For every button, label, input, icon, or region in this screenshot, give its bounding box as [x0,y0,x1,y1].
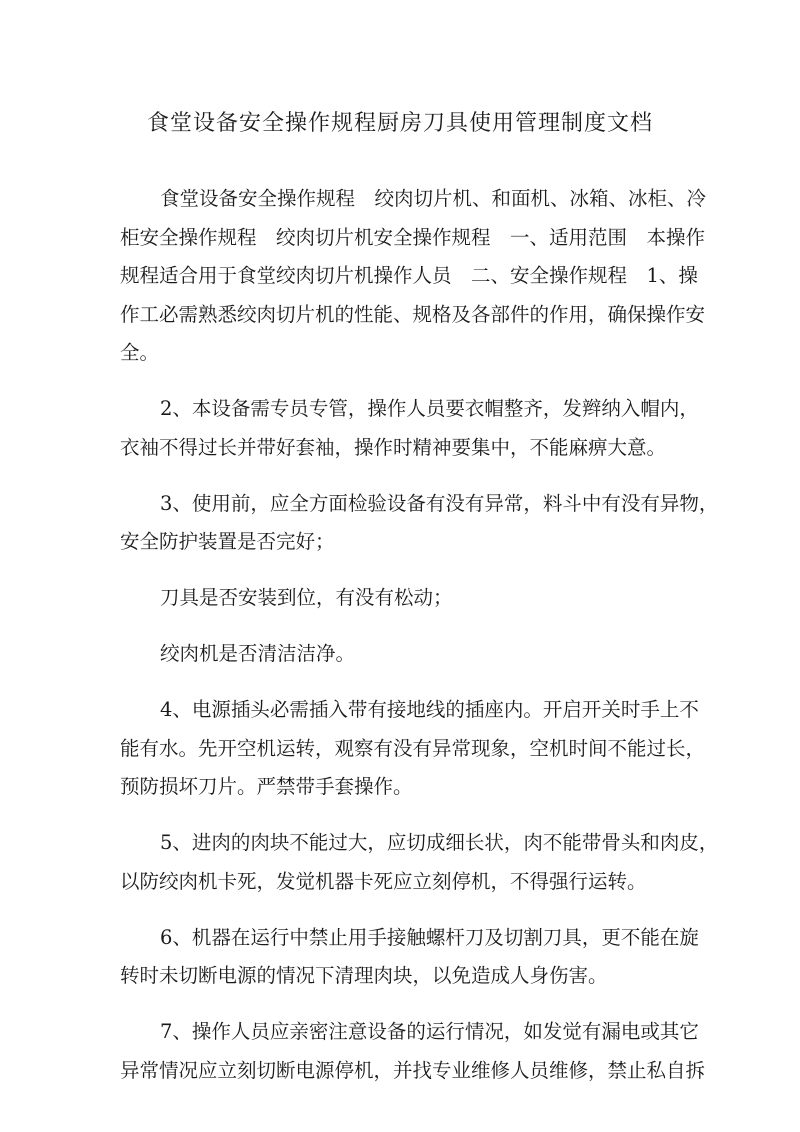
text-line: 3、使用前，应全方面检验设备有没有异常，料斗中有没有异物， [160,491,719,515]
text-line: 作工必需熟悉绞肉切片机的性能、规格及各部件的作用，确保操作安 [120,302,706,326]
paragraph [120,635,690,674]
text-line: 转时未切断电源的情况下清理肉块，以免造成人身伤害。 [120,964,608,987]
text-line: 刀具是否安装到位，有没有松动； [160,586,453,609]
paragraph [120,180,707,373]
text-line: 以防绞肉机卡死，发觉机器卡死应立刻停机，不得强行运转。 [120,869,647,893]
text-line: 规程适合用于食堂绞肉切片机操作人员 二、安全操作规程 1、操 [120,264,698,287]
text-line: 2、本设备需专员专管，操作人员要衣帽整齐，发辫纳入帽内， [160,397,699,420]
text-line: 异常情况应立刻切断电源停机，并找专业维修人员维修，禁止私自拆 [120,1058,706,1082]
text-line: 能有水。先开空机运转，观察有没有异常现象，空机时间不能过长， [120,736,706,760]
document-body [120,180,719,1108]
text-line: 食堂设备安全操作规程 绞肉切片机、和面机、冰箱、冰柜、冷 [160,187,707,210]
text-line: 6、机器在运行中禁止用手接触螺杆刀及切割刀具，更不能在旋 [160,925,699,949]
paragraph [120,579,690,618]
paragraph [120,919,699,996]
paragraph [120,1013,706,1090]
paragraph [120,824,719,901]
text-line: 安全防护装置是否完好； [120,530,335,553]
text-line: 7、操作人员应亲密注意设备的运行情况，如发觉有漏电或其它 [160,1020,699,1043]
text-line: 预防损坏刀片。严禁带手套操作。 [120,775,413,798]
text-line: 绞肉机是否清洁洁净。 [160,642,356,665]
text-line: 全。 [120,341,160,364]
text-line: 5、进肉的肉块不能过大，应切成细长状，肉不能带骨头和肉皮， [160,831,719,854]
paragraph [120,390,699,467]
paragraph [120,691,706,807]
text-line: 柜安全操作规程 绞肉切片机安全操作规程 一、适用范围 本操作 [120,225,706,249]
text-line: 4、电源插头必需插入带有接地线的插座内。开启开关时手上不 [160,698,699,721]
paragraph [120,485,719,562]
text-line: 衣袖不得过长并带好套袖，操作时精神要集中，不能麻痹大意。 [120,435,667,459]
document-title: 食堂设备安全操作规程厨房刀具使用管理制度文档 [146,111,653,136]
